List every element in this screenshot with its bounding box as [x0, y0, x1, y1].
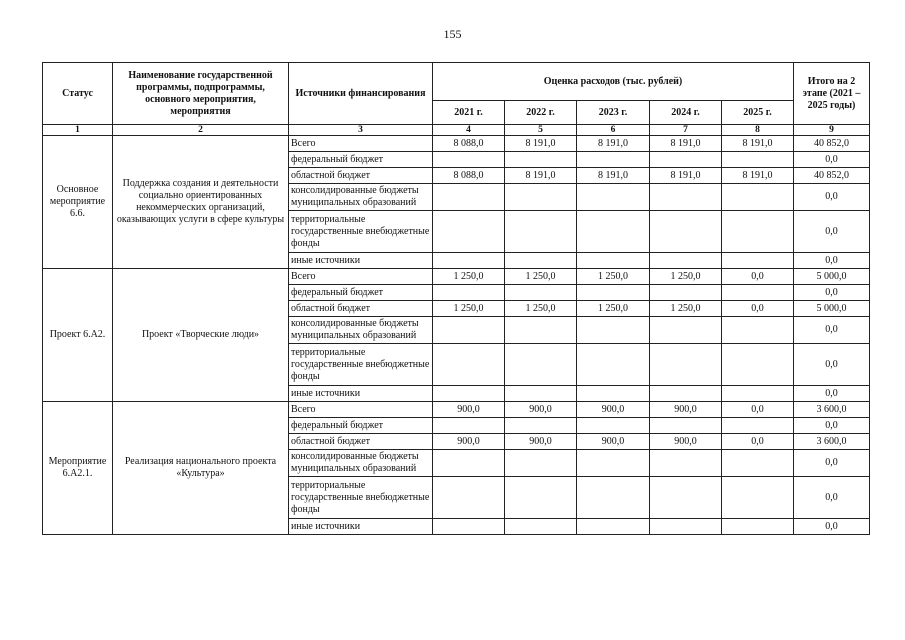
year-value — [650, 184, 722, 211]
total-value: 0,0 — [794, 386, 870, 402]
funding-source: территориальные государственные внебюджетные фонды — [289, 344, 433, 386]
total-value: 0,0 — [794, 152, 870, 168]
funding-source: федеральный бюджет — [289, 152, 433, 168]
year-value — [433, 211, 505, 253]
year-value: 1 250,0 — [577, 301, 650, 317]
funding-source: федеральный бюджет — [289, 285, 433, 301]
year-value — [650, 344, 722, 386]
year-value — [505, 285, 577, 301]
year-value: 1 250,0 — [505, 269, 577, 285]
year-value: 1 250,0 — [433, 269, 505, 285]
header-sources: Источники финансирования — [289, 63, 433, 125]
funding-source: областной бюджет — [289, 301, 433, 317]
funding-source: Всего — [289, 269, 433, 285]
year-value — [722, 386, 794, 402]
total-value: 40 852,0 — [794, 168, 870, 184]
year-value — [722, 418, 794, 434]
year-value — [722, 253, 794, 269]
year-value — [722, 211, 794, 253]
group-status: Основное мероприятие 6.6. — [43, 136, 113, 269]
total-value: 0,0 — [794, 450, 870, 477]
year-value: 900,0 — [433, 434, 505, 450]
year-value — [505, 211, 577, 253]
total-value: 40 852,0 — [794, 136, 870, 152]
column-number: 3 — [289, 125, 433, 136]
year-value — [505, 184, 577, 211]
year-value: 1 250,0 — [433, 301, 505, 317]
column-number: 1 — [43, 125, 113, 136]
year-value — [650, 152, 722, 168]
year-value — [505, 450, 577, 477]
year-value — [433, 184, 505, 211]
header-costs: Оценка расходов (тыс. рублей) — [433, 63, 794, 101]
total-value: 5 000,0 — [794, 301, 870, 317]
year-value: 8 191,0 — [722, 168, 794, 184]
column-number: 5 — [505, 125, 577, 136]
funding-source: областной бюджет — [289, 168, 433, 184]
year-value: 1 250,0 — [650, 269, 722, 285]
total-value: 0,0 — [794, 344, 870, 386]
budget-table — [42, 62, 870, 535]
year-value — [505, 477, 577, 519]
year-value: 900,0 — [650, 402, 722, 418]
year-value — [505, 418, 577, 434]
header-year: 2022 г. — [505, 101, 577, 125]
year-value: 8 191,0 — [505, 168, 577, 184]
year-value: 8 088,0 — [433, 136, 505, 152]
total-value: 0,0 — [794, 253, 870, 269]
year-value — [650, 418, 722, 434]
year-value — [722, 450, 794, 477]
funding-source: иные источники — [289, 386, 433, 402]
year-value — [650, 519, 722, 535]
year-value — [433, 253, 505, 269]
year-value: 900,0 — [433, 402, 505, 418]
year-value — [577, 184, 650, 211]
year-value — [650, 450, 722, 477]
total-value: 0,0 — [794, 211, 870, 253]
column-number: 7 — [650, 125, 722, 136]
header-total: Итого на 2 этапе (2021 – 2025 годы) — [794, 63, 870, 125]
column-number-row — [43, 125, 870, 136]
header-year: 2024 г. — [650, 101, 722, 125]
year-value — [577, 317, 650, 344]
year-value — [433, 386, 505, 402]
total-value: 3 600,0 — [794, 434, 870, 450]
year-value — [505, 519, 577, 535]
group-name: Поддержка создания и деятельности социально ориентированных некоммерческих организаций, оказывающих услуги в сфере культуры — [113, 136, 289, 269]
column-number: 8 — [722, 125, 794, 136]
year-value — [577, 450, 650, 477]
year-value — [433, 418, 505, 434]
year-value: 8 191,0 — [650, 136, 722, 152]
year-value — [577, 211, 650, 253]
year-value — [722, 285, 794, 301]
year-value — [577, 152, 650, 168]
year-value — [577, 519, 650, 535]
group-status: Проект 6.А2. — [43, 269, 113, 402]
total-value: 0,0 — [794, 418, 870, 434]
year-value: 8 191,0 — [577, 168, 650, 184]
funding-source: областной бюджет — [289, 434, 433, 450]
funding-source: иные источники — [289, 519, 433, 535]
year-value — [433, 344, 505, 386]
column-number: 2 — [113, 125, 289, 136]
year-value: 8 191,0 — [650, 168, 722, 184]
page-number: 155 — [443, 27, 462, 41]
year-value: 0,0 — [722, 269, 794, 285]
year-value — [505, 386, 577, 402]
year-value: 900,0 — [505, 434, 577, 450]
year-value — [650, 211, 722, 253]
group-status: Мероприятие 6.А2.1. — [43, 402, 113, 535]
year-value — [577, 418, 650, 434]
funding-source: Всего — [289, 402, 433, 418]
year-value: 900,0 — [577, 434, 650, 450]
total-value: 0,0 — [794, 519, 870, 535]
year-value — [722, 184, 794, 211]
year-value: 1 250,0 — [505, 301, 577, 317]
funding-source: иные источники — [289, 253, 433, 269]
total-value: 5 000,0 — [794, 269, 870, 285]
year-value — [505, 344, 577, 386]
year-value — [650, 317, 722, 344]
year-value: 900,0 — [577, 402, 650, 418]
year-value: 1 250,0 — [577, 269, 650, 285]
year-value — [433, 285, 505, 301]
year-value — [722, 317, 794, 344]
year-value: 8 191,0 — [577, 136, 650, 152]
year-value — [433, 477, 505, 519]
funding-source: консолидированные бюджеты муниципальных образований — [289, 317, 433, 344]
funding-source: консолидированные бюджеты муниципальных образований — [289, 184, 433, 211]
header-year: 2025 г. — [722, 101, 794, 125]
year-value — [505, 317, 577, 344]
year-value — [577, 253, 650, 269]
year-value — [433, 519, 505, 535]
total-value: 0,0 — [794, 317, 870, 344]
year-value — [505, 152, 577, 168]
funding-source: Всего — [289, 136, 433, 152]
year-value: 900,0 — [650, 434, 722, 450]
year-value — [650, 285, 722, 301]
year-value — [722, 477, 794, 519]
year-value — [577, 386, 650, 402]
group-name: Реализация национального проекта «Культура» — [113, 402, 289, 535]
year-value — [433, 152, 505, 168]
header-status: Статус — [43, 63, 113, 125]
year-value: 8 191,0 — [505, 136, 577, 152]
column-number: 9 — [794, 125, 870, 136]
year-value — [433, 317, 505, 344]
funding-source: консолидированные бюджеты муниципальных образований — [289, 450, 433, 477]
year-value: 0,0 — [722, 301, 794, 317]
header-year: 2023 г. — [577, 101, 650, 125]
total-value: 0,0 — [794, 477, 870, 519]
year-value — [650, 477, 722, 519]
table-row — [43, 402, 870, 418]
year-value — [505, 253, 577, 269]
header-year: 2021 г. — [433, 101, 505, 125]
column-number: 4 — [433, 125, 505, 136]
total-value: 0,0 — [794, 285, 870, 301]
year-value: 1 250,0 — [650, 301, 722, 317]
year-value: 8 191,0 — [722, 136, 794, 152]
year-value — [650, 386, 722, 402]
funding-source: федеральный бюджет — [289, 418, 433, 434]
year-value — [577, 285, 650, 301]
table-row — [43, 269, 870, 285]
header-name: Наименование государственной программы, подпрограммы, основного мероприятия, мероприятия — [113, 63, 289, 125]
year-value — [650, 253, 722, 269]
year-value — [722, 519, 794, 535]
year-value — [722, 344, 794, 386]
budget-body — [43, 136, 870, 535]
year-value: 0,0 — [722, 402, 794, 418]
table-row — [43, 136, 870, 152]
year-value — [577, 344, 650, 386]
funding-source: территориальные государственные внебюджетные фонды — [289, 477, 433, 519]
total-value: 3 600,0 — [794, 402, 870, 418]
column-number: 6 — [577, 125, 650, 136]
group-name: Проект «Творческие люди» — [113, 269, 289, 402]
year-value — [433, 450, 505, 477]
year-value — [577, 477, 650, 519]
year-value: 900,0 — [505, 402, 577, 418]
year-value: 0,0 — [722, 434, 794, 450]
year-value — [722, 152, 794, 168]
year-value: 8 088,0 — [433, 168, 505, 184]
funding-source: территориальные государственные внебюджетные фонды — [289, 211, 433, 253]
total-value: 0,0 — [794, 184, 870, 211]
